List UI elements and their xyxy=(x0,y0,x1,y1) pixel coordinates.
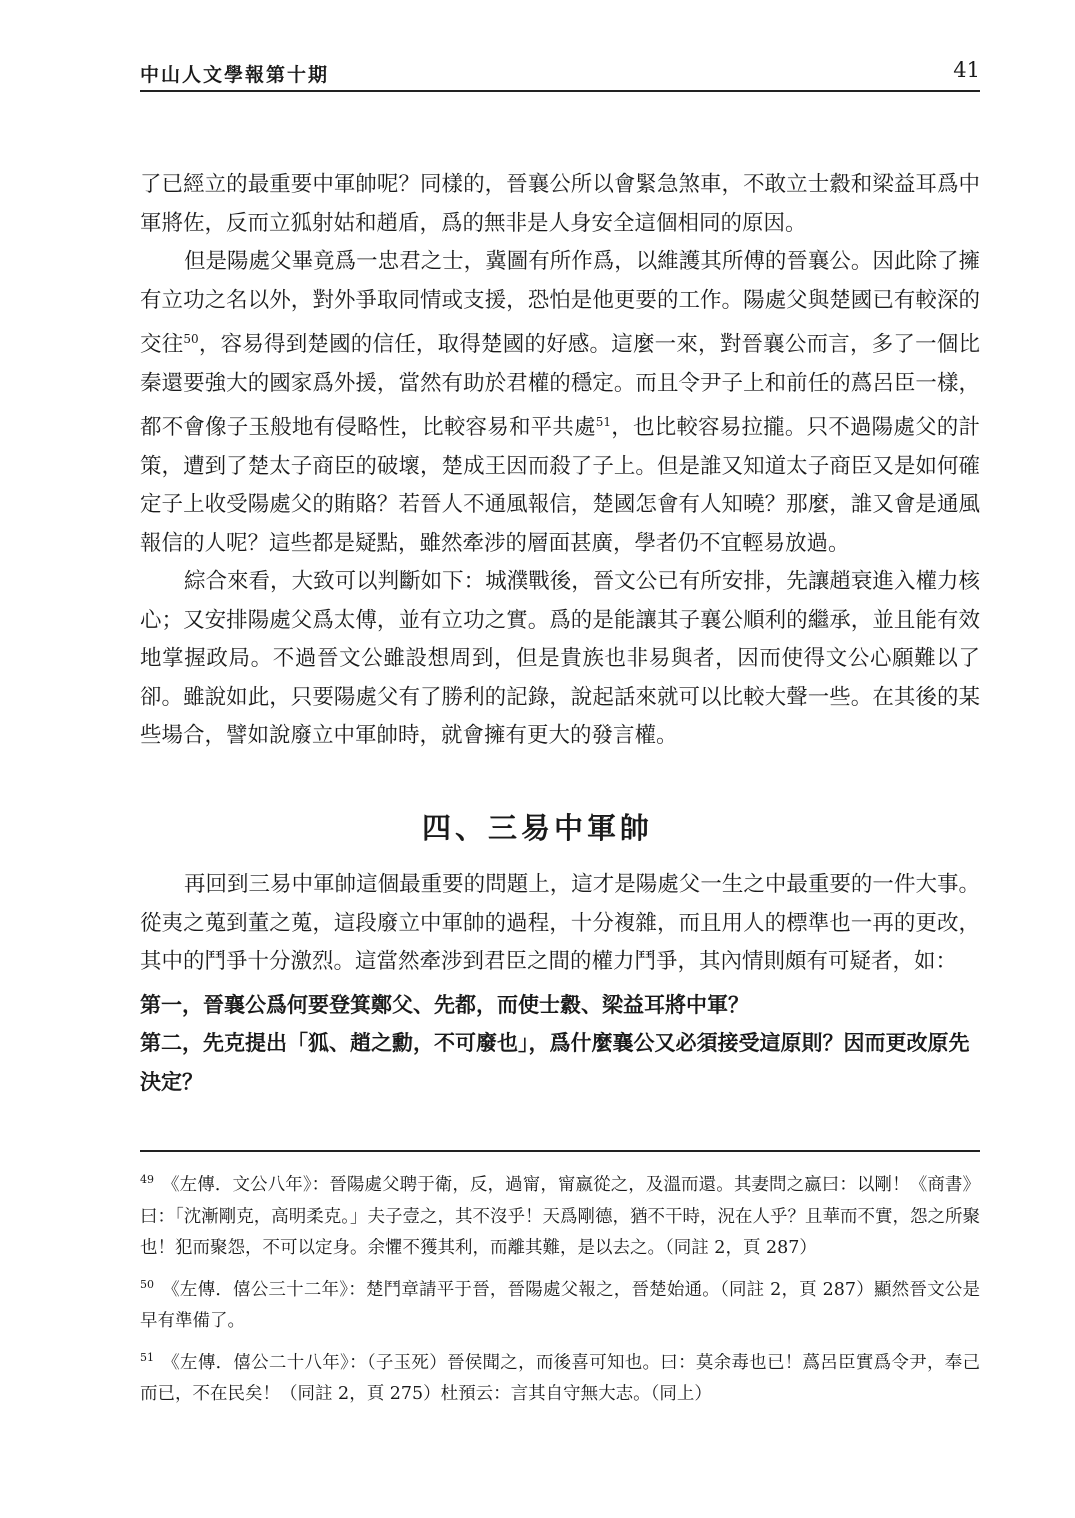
footnote-text: 《左傳．僖公三十二年》：楚鬥章請平于晉，晉陽處父報之，晉楚始通。（同註 2，頁 287）顯然晉文公是早有準備了。 xyxy=(140,1279,980,1331)
question-2: 第二，先克提出「狐、趙之勳，不可廢也」，爲什麼襄公又必須接受這原則？因而更改原先決定？ xyxy=(140,1030,970,1094)
paragraph-text: ，容易得到楚國的信任，取得楚國的好感。這麼一來，對晉襄公而言，多了一個比秦還要強大的國家爲外援，當然有助於君權的穩定。而且令尹子上和前任的蔿呂臣一樣，都不會像子玉般地有侵略性，比較容易和平共處 xyxy=(140,332,980,440)
section-body xyxy=(140,866,980,1101)
page-number: 41 xyxy=(953,58,980,82)
footnote-49 xyxy=(140,1164,980,1265)
main-body xyxy=(140,166,980,756)
question-1: 第一，晉襄公爲何要登箕鄭父、先都，而使士縠、梁益耳將中軍？ xyxy=(140,991,749,1017)
footnotes xyxy=(140,1164,980,1415)
footnote-text: 《左傳．文公八年》：晉陽處父聘于衛，反，過甯，甯嬴從之，及溫而還。其妻問之嬴曰：以剛！《商書》曰：「沈漸剛克，高明柔克。」夫子壹之，其不沒乎！天爲剛德，猶不干時，況在人乎？且華而不實，怨之所聚也！犯而聚怨，不可以定身。余懼不獲其利，而離其難，是以去之。（同註 2，頁 287） xyxy=(140,1175,980,1258)
body-paragraph xyxy=(140,563,980,756)
footnote-text: 《左傳．僖公二十八年》：（子玉死）晉侯聞之，而後喜可知也。曰：莫余毒也已！蔿呂臣實爲令尹，奉己而已，不在民矣！（同註 2，頁 275）杜預云：言其自守無大志。（同上） xyxy=(140,1352,980,1404)
footnote-ref: 51 xyxy=(595,415,612,429)
body-paragraph xyxy=(140,243,980,563)
journal-title: 中山人文學報第十期 xyxy=(140,64,330,86)
footnote-number: 49 xyxy=(140,1173,154,1186)
footnote-50 xyxy=(140,1269,980,1338)
footnote-number: 50 xyxy=(140,1277,154,1291)
header-rule xyxy=(140,90,980,92)
footnote-rule xyxy=(140,1150,980,1152)
paragraph-text: 了已經立的最重要中軍帥呢？同樣的，晉襄公所以會緊急煞車，不敢立士縠和梁益耳爲中軍將佐，反而立狐射姑和趙盾，爲的無非是人身安全這個相同的原因。 xyxy=(140,172,980,236)
footnote-ref: 50 xyxy=(183,332,199,346)
footnote-51 xyxy=(140,1342,980,1411)
footnote-number: 51 xyxy=(140,1350,154,1364)
paragraph-text: ，也比較容易拉攏。只不過陽處父的計策，遭到了楚太子商臣的破壞，楚成王因而殺了子上。但是誰又知道太子商臣又是如何確定子上收受陽處父的賄賂？若晉人不通風報信，楚國怎會有人知曉？那麼，誰又會是通風報信的人呢？這些都是疑點，雖然牽涉的層面甚廣，學者仍不宜輕易放過。 xyxy=(140,415,980,556)
section-paragraph: 再回到三易中軍帥這個最重要的問題上，這才是陽處父一生之中最重要的一件大事。從夷之蒐到董之蒐，這段廢立中軍帥的過程，十分複雜，而且用人的標準也一再的更改，其中的鬥爭十分激烈。這當然牽涉到君臣之間的權力鬥爭，其內情則頗有可疑者，如： xyxy=(140,872,980,974)
section-title: 四、三易中軍帥 xyxy=(421,811,653,845)
paragraph-text: 但是陽處父畢竟爲一忠君之士，冀圖有所作爲，以維護其所傅的晉襄公。因此除了擁有立功之名以外，對外爭取同情或支援，恐怕是他更要的工作。陽處父與楚國已有較深的交往 xyxy=(140,249,980,357)
body-paragraph xyxy=(140,166,980,243)
paragraph-text: 綜合來看，大致可以判斷如下：城濮戰後，晉文公已有所安排，先讓趙衰進入權力核心；又安排陽處父爲太傅，並有立功之實。爲的是能讓其子襄公順利的繼承，並且能有效地掌握政局。不過晉文公雖設想周到，但是貴族也非易與者，因而使得文公心願難以了卻。雖說如此，只要陽處父有了勝利的記錄，說起話來就可以比較大聲一些。在其後的某些場合，譬如說廢立中軍帥時，就會擁有更大的發言權。 xyxy=(140,569,980,748)
